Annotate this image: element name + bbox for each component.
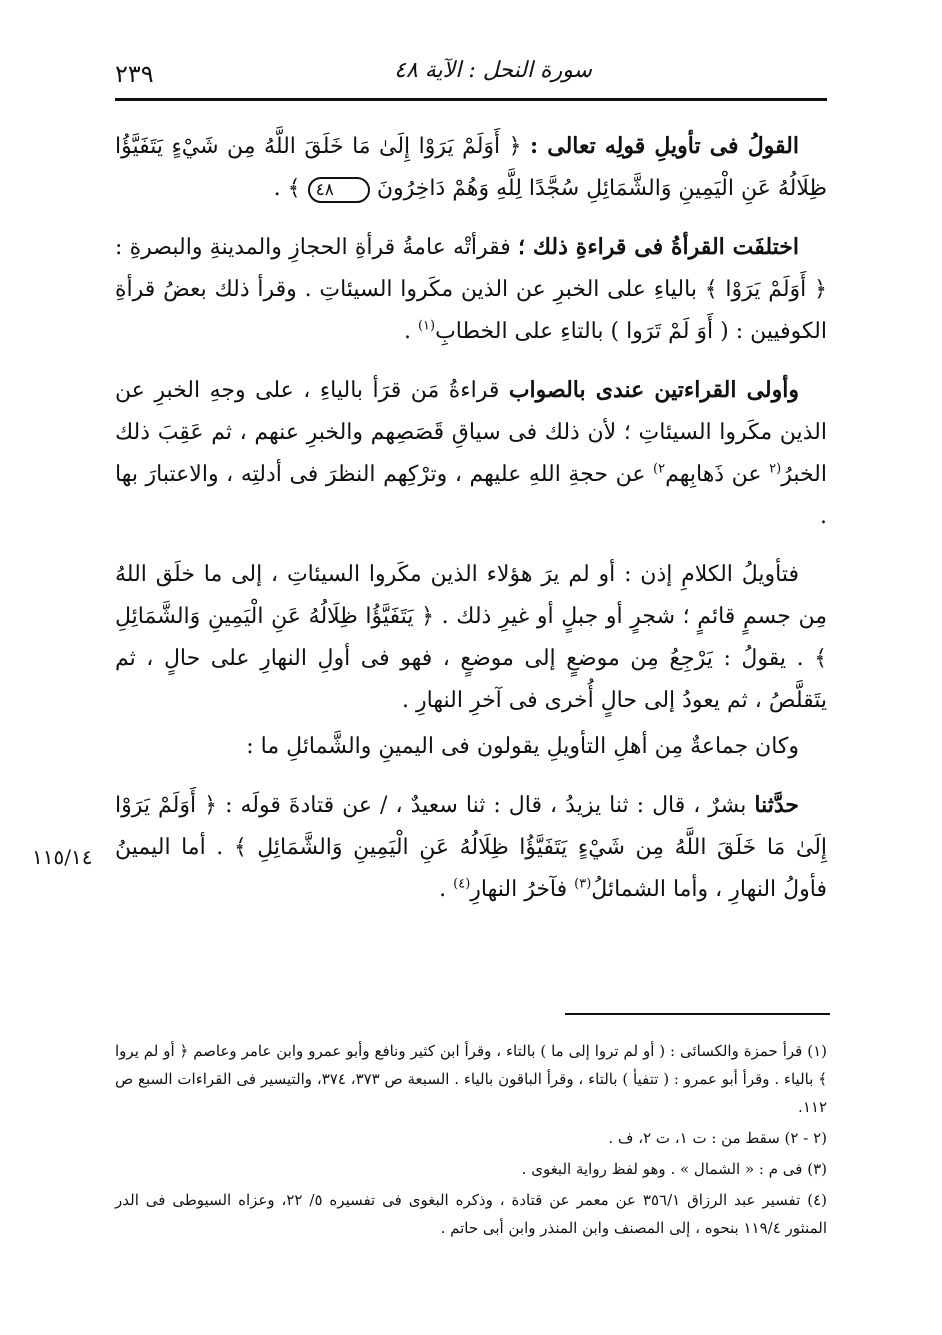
footnote-1: (١) قرأ حمزة والكسائى : ( أو لم تروا إلى ما ) بالتاء ، وقرأ ابن كثير ونافع وأبو عمرو وابن عامر وعاصم ﴿ أو لم يروا ﴾ بالياء . وقرأ أبو عمرو : ( تتفيأ ) بالتاء ، وقرأ الباقون بالياء . السبعة ص ٣٧٣، ٣٧٤، والتيسير فى القراءات السبع ص ١١٢.: [115, 1042, 828, 1116]
header-rule: [115, 98, 827, 101]
footnote-separator: [565, 1013, 830, 1015]
paragraph-6: [115, 784, 827, 911]
quran-bracket-close: ﴾: [814, 646, 827, 671]
sentence-end: .: [403, 319, 418, 344]
quran-verse: أَوَلَمْ يَرَوْا: [725, 277, 807, 302]
quran-bracket-open: ﴿: [508, 134, 522, 159]
quran-bracket-open: ﴿: [814, 277, 827, 302]
running-title: سورة النحل : الآية ٤٨: [394, 58, 592, 83]
sentence-end: .: [439, 877, 454, 902]
paragraph-4: [115, 554, 827, 722]
quran-bracket-close: ﴾: [287, 176, 301, 201]
main-text: [115, 125, 827, 927]
section-heading: وأولى القراءتين عندى بالصواب: [508, 377, 799, 403]
body-text: بشرٌ ، قال : ثنا يزيدُ ، قال : ثنا سعيدٌ ، / عن قتادةَ قولَه :: [225, 793, 755, 818]
body-text: فقرأتْه عامةُ قرأةِ الحجازِ والمدينةِ والبصرةِ :: [115, 235, 519, 260]
footnote-ref[interactable]: (٣): [574, 876, 592, 892]
quran-bracket-open: ﴿: [421, 604, 434, 629]
body-text: . يقولُ : يَرْجِعُ مِن موضعٍ إلى موضعٍ ، فهو فى أولِ النهارِ على حالٍ ، ثم يتَقلَّصُ ، ثم يعودُ إلى حالٍ أُخرى فى آخرِ النهارِ .: [115, 646, 827, 713]
footnote-ref[interactable]: (٢: [769, 461, 782, 477]
body-text: عن ذَهابِهم: [665, 462, 770, 487]
quran-bracket-close: ﴾: [233, 835, 247, 860]
footnote-3: (٣) فى م : « الشمال » . وهو لفظ رواية البغوى .: [521, 1160, 827, 1178]
footnote-ref[interactable]: ٢): [653, 461, 666, 477]
body-text: وكان جماعةٌ مِن أهلِ التأويلِ يقولون فى اليمينِ والشَّمائلِ ما :: [246, 734, 799, 759]
body-text: بالياءِ على الخبرِ عن الذين مكَروا السيئاتِ . وقرأ ذلك بعضُ قرأةِ الكوفيين : ( أَوَ لَمْ تَرَوا ) بالتاءِ على الخطابِ: [115, 277, 827, 344]
page-header: [115, 52, 827, 92]
hadith-lead: حدَّثنا: [754, 792, 799, 818]
paragraph-1: [115, 125, 827, 210]
footnote-4: (٤) تفسير عبد الرزاق ٣٥٦/١ عن معمر عن قتادة ، وذكره البغوى فى تفسيره ٥/ ٢٢، وعزاه السيوطى فى الدر المنثور ١١٩/٤ بنحوه ، إلى المصنف وابن المنذر وابن أبى حاتم .: [115, 1191, 827, 1237]
margin-reference: ١١٥/١٤: [32, 845, 93, 869]
footnote-2: (٢ - ٢) سقط من : ت ١، ت ٢، ف .: [608, 1129, 827, 1147]
quran-verse: أَوَلَمْ يَرَوْا إِلَىٰ مَا خَلَقَ اللَّهُ مِن شَيْءٍ يَتَفَيَّؤُا ظِلَالُهُ عَنِ الْيَمِينِ وَالشَّمَائِلِ سُجَّدًا لِلَّهِ وَهُمْ دَاخِرُونَ: [115, 134, 827, 201]
paragraph-2: [115, 226, 827, 353]
footnote-ref[interactable]: (١): [417, 318, 436, 334]
paragraph-3: [115, 369, 827, 538]
quran-bracket-close: ﴾: [704, 277, 718, 302]
quran-bracket-open: ﴿: [204, 793, 218, 818]
page-number: ٢٣٩: [115, 60, 154, 88]
quran-verse: أَوَلَمْ يَرَوْا إِلَىٰ مَا خَلَقَ اللَّهُ مِن شَيْءٍ يَتَفَيَّؤُا ظِلَالُهُ عَنِ الْيَمِينِ وَالشَّمَائِلِ: [115, 793, 828, 860]
footnote-ref[interactable]: (٤): [453, 876, 471, 892]
body-text: . أما اليمينُ فأولُ النهارِ ، وأما الشمائلُ: [115, 835, 827, 902]
ayah-number-badge: ٤٨: [308, 177, 370, 203]
footnotes: [115, 1037, 827, 1245]
paragraph-5: [115, 726, 827, 768]
body-text: فآخرُ النهارِ: [470, 877, 575, 902]
section-heading: القولُ فى تأويلِ قولِه تعالى :: [530, 133, 799, 159]
quran-verse: يَتَفَيَّؤُا ظِلَالُهُ عَنِ الْيَمِينِ وَالشَّمَائِلِ: [115, 604, 414, 629]
body-text: عن حجةِ اللهِ عليهم ، وترْكِهم النظرَ فى أدلتِه ، والاعتبارَ بها .: [115, 462, 827, 529]
body-text: فتأويلُ الكلامِ إذن : أو لم يرَ هؤلاء الذين مكَروا السيئاتِ ، إلى ما خلَق اللهُ مِن جسمٍ قائمٍ ؛ شجرٍ أو جبلٍ أو غيرِ ذلك .: [115, 562, 827, 629]
sentence-end: .: [273, 176, 288, 201]
section-heading: اختلفَت القرأةُ فى قراءةِ ذلك ؛: [518, 234, 799, 260]
body-text: قراءةُ مَن قرَأ بالياءِ ، على وجهِ الخبرِ عن الذين مكَروا السيئاتِ ؛ لأن ذلك فى سياقِ قَصَصِهم والخبرِ عنهم ، ثم عَقِبَ ذلك الخبرُ: [115, 378, 827, 487]
